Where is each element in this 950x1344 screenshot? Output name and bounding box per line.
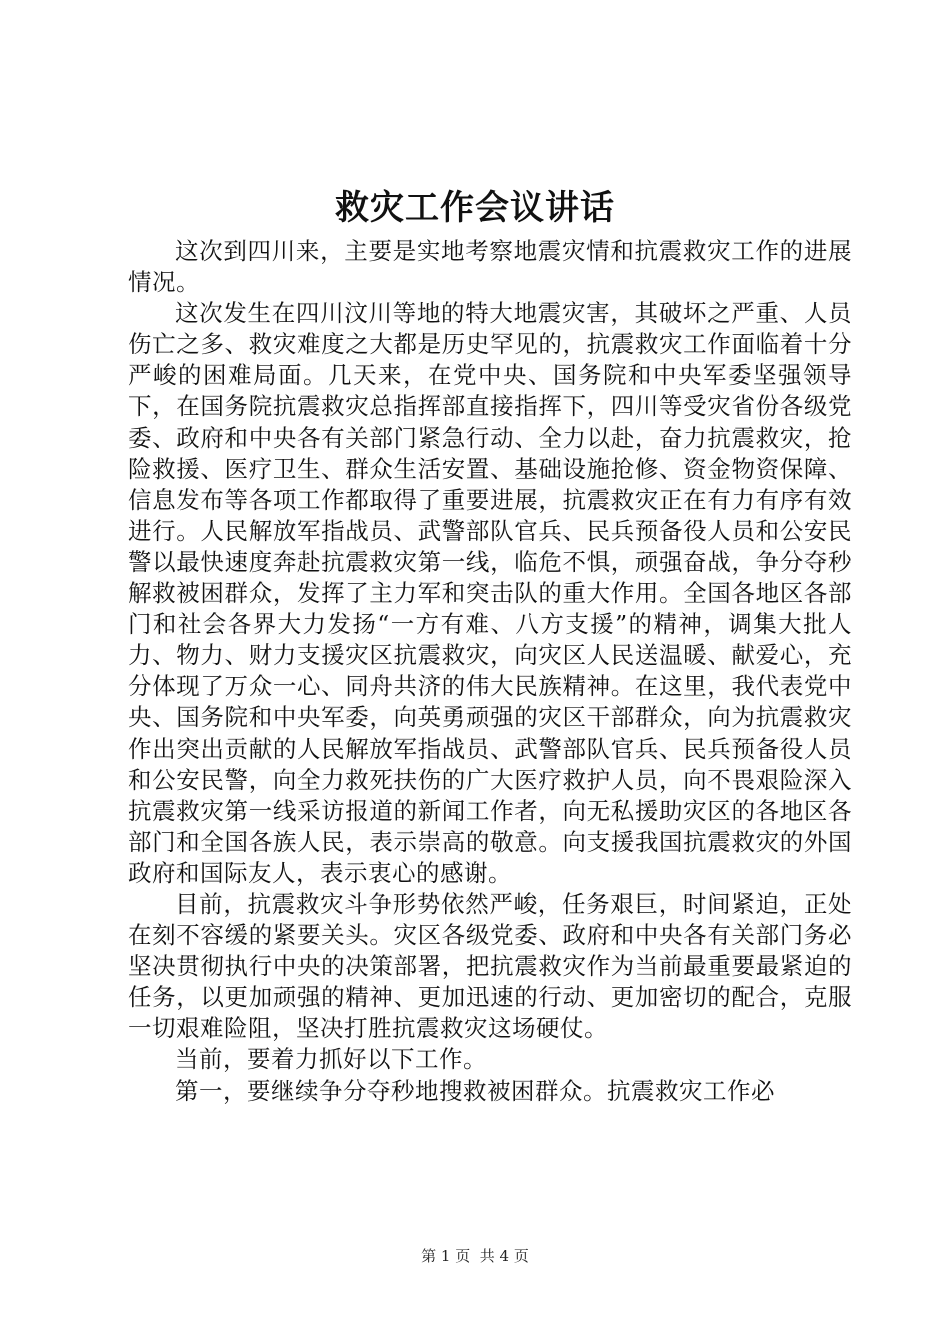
paragraph: 这次到四川来，主要是实地考察地震灾情和抗震救灾工作的进展情况。 — [128, 237, 852, 297]
document-body — [128, 236, 852, 1107]
paragraph: 这次发生在四川汶川等地的特大地震灾害，其破坏之严重、人员伤亡之多、救灾难度之大都是历史罕见的，抗震救灾工作面临着十分严峻的困难局面。几天来，在党中央、国务院和中央军委坚强领导下，在国务院抗震救灾总指挥部直接指挥下，四川等受灾省份各级党委、政府和中央各有关部门紧急行动、全力以赴，奋力抗震救灾，抢险救援、医疗卫生、群众生活安置、基础设施抢修、资金物资保障、信息发布等各项工作都取得了重要进展，抗震救灾正在有力有序有效进行。人民解放军指战员、武警部队官兵、民兵预备役人员和公安民警以最快速度奔赴抗震救灾第一线，临危不惧，顽强奋战，争分夺秒解救被困群众，发挥了主力军和突击队的重大作用。全国各地区各部门和社会各界大力发扬“一方有难、八方支援”的精神，调集大批人力、物力、财力支援灾区抗震救灾，向灾区人民送温暖、献爱心，充分体现了万众一心、同舟共济的伟大民族精神。在这里，我代表党中央、国务院和中央军委，向英勇顽强的灾区干部群众，向为抗震救灾作出突出贡献的人民解放军指战员、武警部队官兵、民兵预备役人员和公安民警，向全力救死扶伤的广大医疗救护人员，向不畏艰险深入抗震救灾第一线采访报道的新闻工作者，向无私援助灾区的各地区各部门和全国各族人民，表示崇高的敬意。向支援我国抗震救灾的外国政府和国际友人，表示衷心的感谢。 — [128, 299, 852, 887]
page-footer: 第 1 页 共 4 页 — [421, 1247, 529, 1265]
paragraph: 当前，要着力抓好以下工作。 — [175, 1045, 487, 1074]
paragraph: 目前，抗震救灾斗争形势依然严峻，任务艰巨，时间紧迫，正处在刻不容缓的紧要关头。灾区各级党委、政府和中央各有关部门务必坚决贯彻执行中央的决策部署，把抗震救灾作为当前最重要最紧迫的任务，以更加顽强的精神、更加迅速的行动、更加密切的配合，克服一切艰难险阻，坚决打胜抗震救灾这场硬仗。 — [128, 889, 852, 1043]
document-title: 救灾工作会议讲话 — [335, 188, 615, 228]
paragraph: 第一，要继续争分夺秒地搜救被困群众。抗震救灾工作必 — [175, 1076, 775, 1105]
